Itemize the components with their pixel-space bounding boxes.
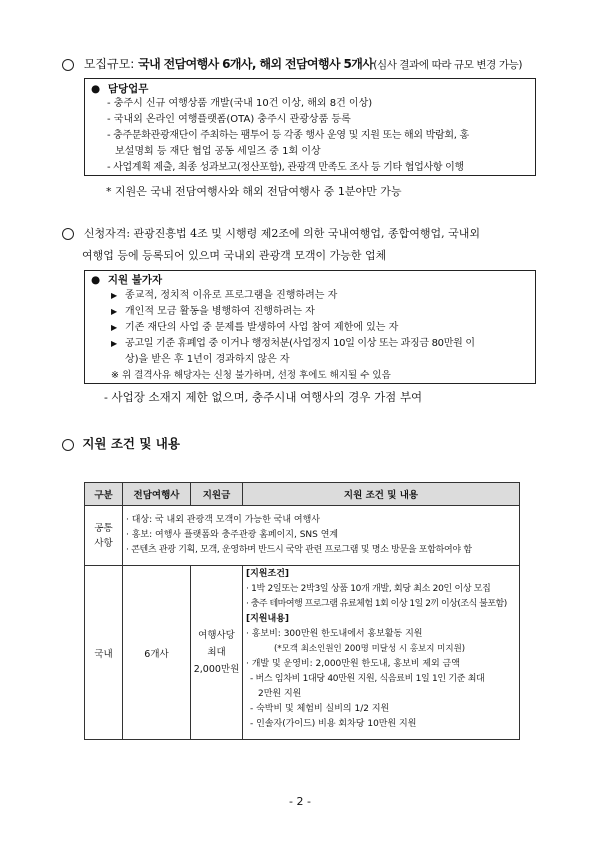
header-agency: 전담여행사	[123, 483, 191, 506]
exclusion-item	[111, 288, 337, 304]
support-table	[84, 482, 520, 740]
exclusion-item-text: 기존 재단의 사업 중 문제를 발생하여 사업 참여 제한에 있는 자	[125, 322, 399, 333]
exclusion-box	[84, 270, 536, 384]
detail-line: · 1박 2일또는 2박3일 상품 10개 개발, 회당 최소 20인 이상 모집	[246, 584, 491, 594]
circle-bullet-icon	[62, 59, 74, 71]
detail-line: (*모객 최소인원인 200명 미달성 시 홍보지 미지원)	[274, 644, 466, 654]
exclusion-item-text: 종교적, 정치적 이유로 프로그램을 진행하려는 자	[125, 290, 338, 301]
recruit-line	[62, 55, 522, 72]
common-label-l1: 공통	[94, 522, 113, 534]
common-details	[123, 506, 520, 566]
triangle-bullet-icon: ▶	[111, 323, 118, 332]
exclusion-box-title-row	[91, 272, 162, 287]
table-row-domestic	[85, 566, 520, 740]
domestic-label: 국내	[85, 566, 123, 740]
detail-line: - 인솔자(가이드) 비용 회차당 10만원 지원	[250, 719, 417, 729]
duty-box-title-row	[91, 81, 148, 96]
recruit-label: 모집규모:	[83, 57, 135, 71]
eligibility-text1: 신청자격: 관광진흥법 4조 및 시행령 제2조에 의한 국내여행업, 종합여행업, 국내외	[83, 227, 481, 240]
duty-item: - 충주시 신규 여행상품 개발(국내 10건 이상, 해외 8건 이상)	[107, 98, 373, 109]
domestic-details	[243, 566, 520, 740]
detail-line: · 충주 테마여행 프로그램 유료체험 1회 이상 1일 2끼 이상(조식 불포함)	[246, 599, 507, 609]
detail-heading: [지원조건]	[246, 569, 290, 579]
exclusion-item	[111, 320, 398, 336]
common-label-l2: 사항	[94, 537, 113, 549]
exclusion-footnote: ※ 위 결격사유 해당자는 신청 불가하며, 선정 후에도 해지될 수 있음	[111, 370, 391, 381]
common-line: · 대상: 국 내외 관광객 모객이 가능한 국내 여행사	[126, 515, 320, 525]
duty-item: - 국내외 온라인 여행플랫폼(OTA) 충주시 관광상품 등록	[107, 114, 351, 125]
eligibility-line1	[62, 225, 480, 241]
duty-item: - 충주문화관광재단이 주최하는 팸투어 등 각종 행사 운영 및 지원 또는 해외 박람회, 홍	[107, 130, 469, 141]
triangle-bullet-icon: ▶	[111, 339, 118, 348]
exclusion-item	[111, 336, 475, 352]
detail-line: - 버스 임차비 1대당 40만원 지원, 식음료비 1일 1인 기준 최대	[250, 674, 485, 684]
exclusion-item-text: 개인적 모금 활동을 병행하여 진행하려는 자	[125, 306, 315, 317]
bullet-dot-icon: ●	[91, 274, 101, 286]
header-fund: 지원금	[191, 483, 243, 506]
table-row-common	[85, 506, 520, 566]
eligibility-line2: 여행업 등에 등록되어 있으며 국내외 관광객 모객이 가능한 업체	[82, 249, 387, 262]
bullet-dot-icon: ●	[91, 83, 101, 95]
triangle-bullet-icon: ▶	[111, 307, 118, 316]
fund-line: 최대	[207, 647, 226, 658]
recruit-bold: 국내 전담여행사 6개사, 해외 전담여행사 5개사	[138, 57, 374, 71]
duty-box	[84, 78, 536, 176]
common-line: · 콘텐츠 관광 기획, 모객, 운영하며 반드시 국악 관련 프로그램 및 명소 방문을 포함하여야 함	[126, 545, 472, 555]
detail-line: - 숙박비 및 체험비 실비의 1/2 지원	[250, 704, 390, 714]
header-details: 지원 조건 및 내용	[243, 483, 520, 506]
fund-line: 여행사당	[198, 630, 235, 641]
header-category: 구분	[85, 483, 123, 506]
duty-item: 보설명회 등 재단 협업 공동 세일즈 중 1회 이상	[115, 146, 321, 157]
exclusion-item-text: 공고일 기준 휴폐업 중 이거나 행정처분(사업정지 10일 이상 또는 과징금 80만원 이	[125, 338, 475, 349]
triangle-bullet-icon: ▶	[111, 291, 118, 300]
section-title: 지원 조건 및 내용	[82, 436, 180, 451]
duty-box-title: 담당업무	[107, 83, 149, 95]
exclusion-box-title: 지원 불가자	[107, 274, 163, 286]
detail-line: · 홍보비: 300만원 한도내에서 홍보활동 지원	[246, 629, 423, 639]
duty-item: - 사업계획 제출, 최종 성과보고(정산포함), 관광객 만족도 조사 등 기타 협업사항 이행	[107, 162, 464, 173]
detail-line: 2만원 지원	[258, 689, 302, 699]
location-note: - 사업장 소재지 제한 없으며, 충주시내 여행사의 경우 가점 부여	[104, 390, 423, 404]
circle-bullet-icon	[62, 439, 74, 451]
support-note: * 지원은 국내 전담여행사와 해외 전담여행사 중 1분야만 가능	[106, 185, 402, 198]
domestic-agencies: 6개사	[123, 566, 191, 740]
fund-line: 2,000만원	[193, 664, 240, 675]
detail-line: · 개발 및 운영비: 2,000만원 한도내, 홍보비 제외 금액	[246, 659, 460, 669]
common-line: · 홍보: 여행사 플랫폼와 충주관광 홈페이지, SNS 연계	[126, 530, 339, 540]
domestic-fund	[191, 566, 243, 740]
section-heading	[62, 434, 180, 452]
detail-heading: [지원내용]	[246, 614, 290, 624]
table-header-row	[85, 483, 520, 506]
page-number: - 2 -	[289, 795, 311, 808]
common-label	[85, 506, 123, 566]
circle-bullet-icon	[62, 228, 74, 240]
exclusion-item-cont: 상)을 받은 후 1년이 경과하지 않은 자	[125, 354, 290, 365]
exclusion-item	[111, 304, 315, 320]
recruit-tail: (심사 결과에 따라 규모 변경 가능)	[373, 59, 523, 71]
